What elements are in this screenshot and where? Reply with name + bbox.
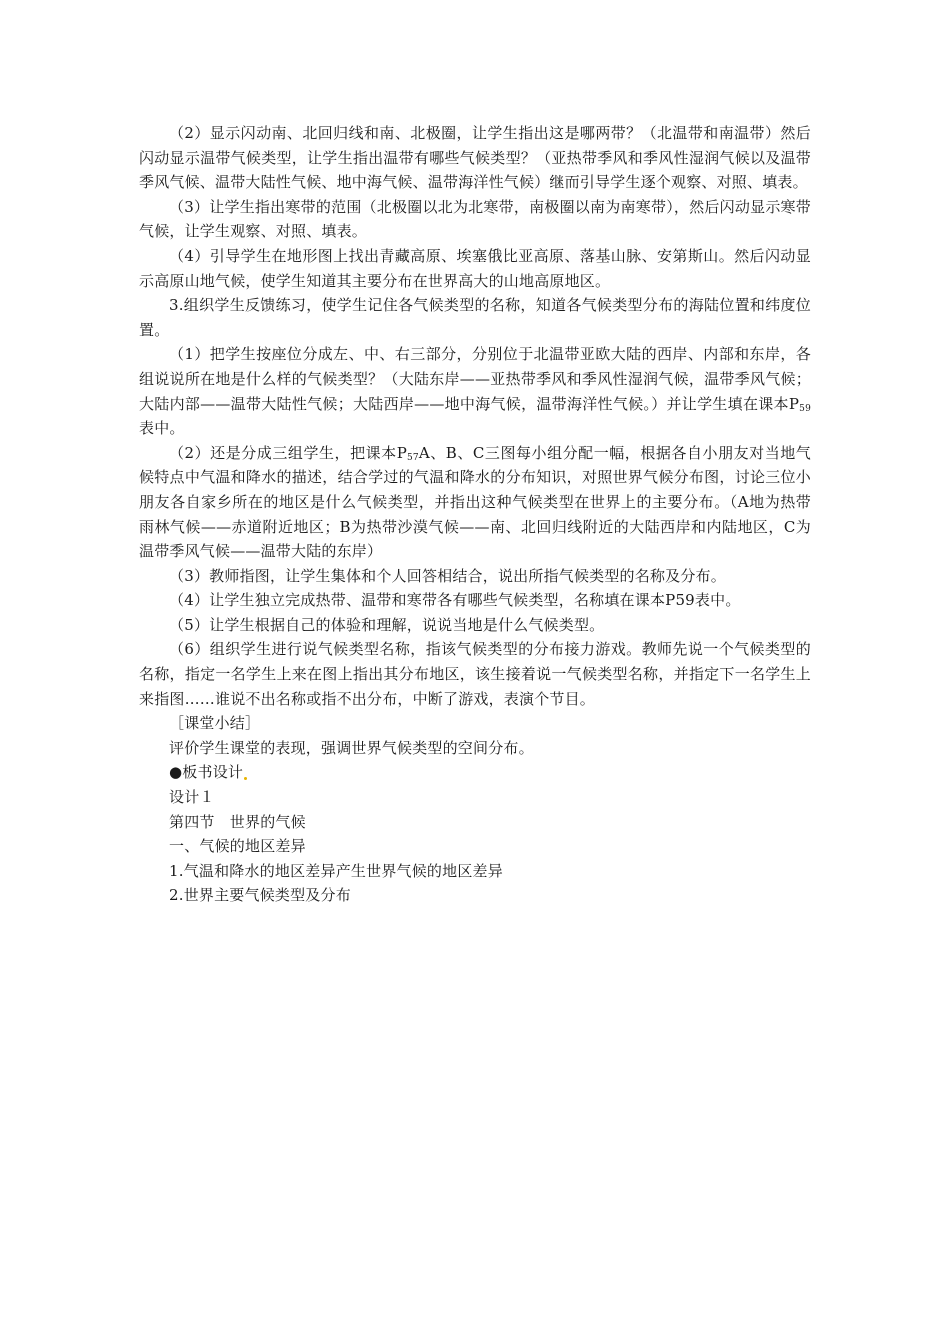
practice-1-tail: 表中。 — [139, 419, 185, 438]
page-subscript: 57 — [407, 452, 419, 463]
paragraph-practice-2 — [139, 441, 811, 564]
practice-1-text: （1）把学生按座位分成左、中、右三部分，分别位于北温带亚欧大陆的西岸、内部和东岸，各组说说所在地是什么样的气候类型？（大陆东岸——亚热带季风和季风性湿润气候，温带季风气候；大陆内部——温带大陆性气候；大陆西岸——地中海气候，温带海洋性气候。）并让学生填在课本P — [139, 345, 811, 413]
document-body — [139, 121, 811, 908]
paragraph-practice-5: （5）让学生根据自己的体验和理解，说说当地是什么气候类型。 — [169, 615, 605, 634]
paragraph-practice-4: （4）让学生独立完成热带、温带和寒带各有哪些气候类型，名称填在课本P59表中。 — [169, 591, 741, 610]
paragraph-practice-6: （6）组织学生进行说气候类型名称，指该气候类型的分布接力游戏。教师先说一个气候类型的名称，指定一名学生上来在图上指出其分布地区，该生接着说一气候类型名称，并指定下一名学生上来指图……谁说不出名称或指不出分布，中断了游戏，表演个节目。 — [139, 640, 811, 708]
outline-item-2: 2.世界主要气候类型及分布 — [169, 886, 351, 905]
board-design-heading — [139, 760, 811, 785]
paragraph-step-2: （2）显示闪动南、北回归线和南、北极圈，让学生指出这是哪两带？（北温带和南温带）然后闪动显示温带气候类型，让学生指出温带有哪些气候类型？（亚热带季风和季风性湿润气候以及温带季风气候、温带大陆性气候、地中海气候、温带海洋性气候）继而引导学生逐个观察、对照、填表。 — [139, 124, 811, 192]
sub-title: 一、气候的地区差异 — [169, 837, 306, 856]
summary-heading: ［课堂小结］ — [169, 714, 261, 733]
page-subscript: 59 — [799, 403, 811, 414]
paragraph-step-3: （3）让学生指出寒带的范围（北极圈以北为北寒带，南极圈以南为南寒带），然后闪动显示寒带气候，让学生观察、对照、填表。 — [139, 197, 811, 241]
practice-2-text: （2）还是分成三组学生，把课本P — [169, 443, 407, 462]
paragraph-practice-3: （3）教师指图，让学生集体和个人回答相结合，说出所指气候类型的名称及分布。 — [169, 566, 726, 585]
marker-dot-icon — [244, 777, 247, 780]
section-title: 第四节 世界的气候 — [169, 812, 306, 831]
outline-item-1: 1.气温和降水的地区差异产生世界气候的地区差异 — [169, 861, 503, 880]
design-label: 设计１ — [169, 788, 215, 807]
paragraph-practice-1 — [139, 342, 811, 440]
summary-text: 评价学生课堂的表现，强调世界气候类型的空间分布。 — [169, 738, 534, 757]
board-design-label: ●板书设计 — [169, 763, 244, 782]
practice-2-tail: A、B、C三图每小组分配一幅，根据各自小朋友对当地气候特点中气温和降水的描述，结合学过的气温和降水的分布知识，对照世界气候分布图，讨论三位小朋友各自家乡所在的地区是什么气候类型，并指出这种气候类型在世界上的主要分布。（A地为热带雨林气候——赤道附近地区；B为热带沙漠气候——南、北回归线附近的大陆西岸和内陆地区，C为温带季风气候——温带大陆的东岸） — [139, 443, 811, 561]
paragraph-step-4: （4）引导学生在地形图上找出青藏高原、埃塞俄比亚高原、落基山脉、安第斯山。然后闪动显示高原山地气候，使学生知道其主要分布在世界高大的山地高原地区。 — [139, 246, 811, 290]
paragraph-feedback-practice: 3.组织学生反馈练习，使学生记住各气候类型的名称，知道各气候类型分布的海陆位置和纬度位置。 — [139, 296, 811, 339]
